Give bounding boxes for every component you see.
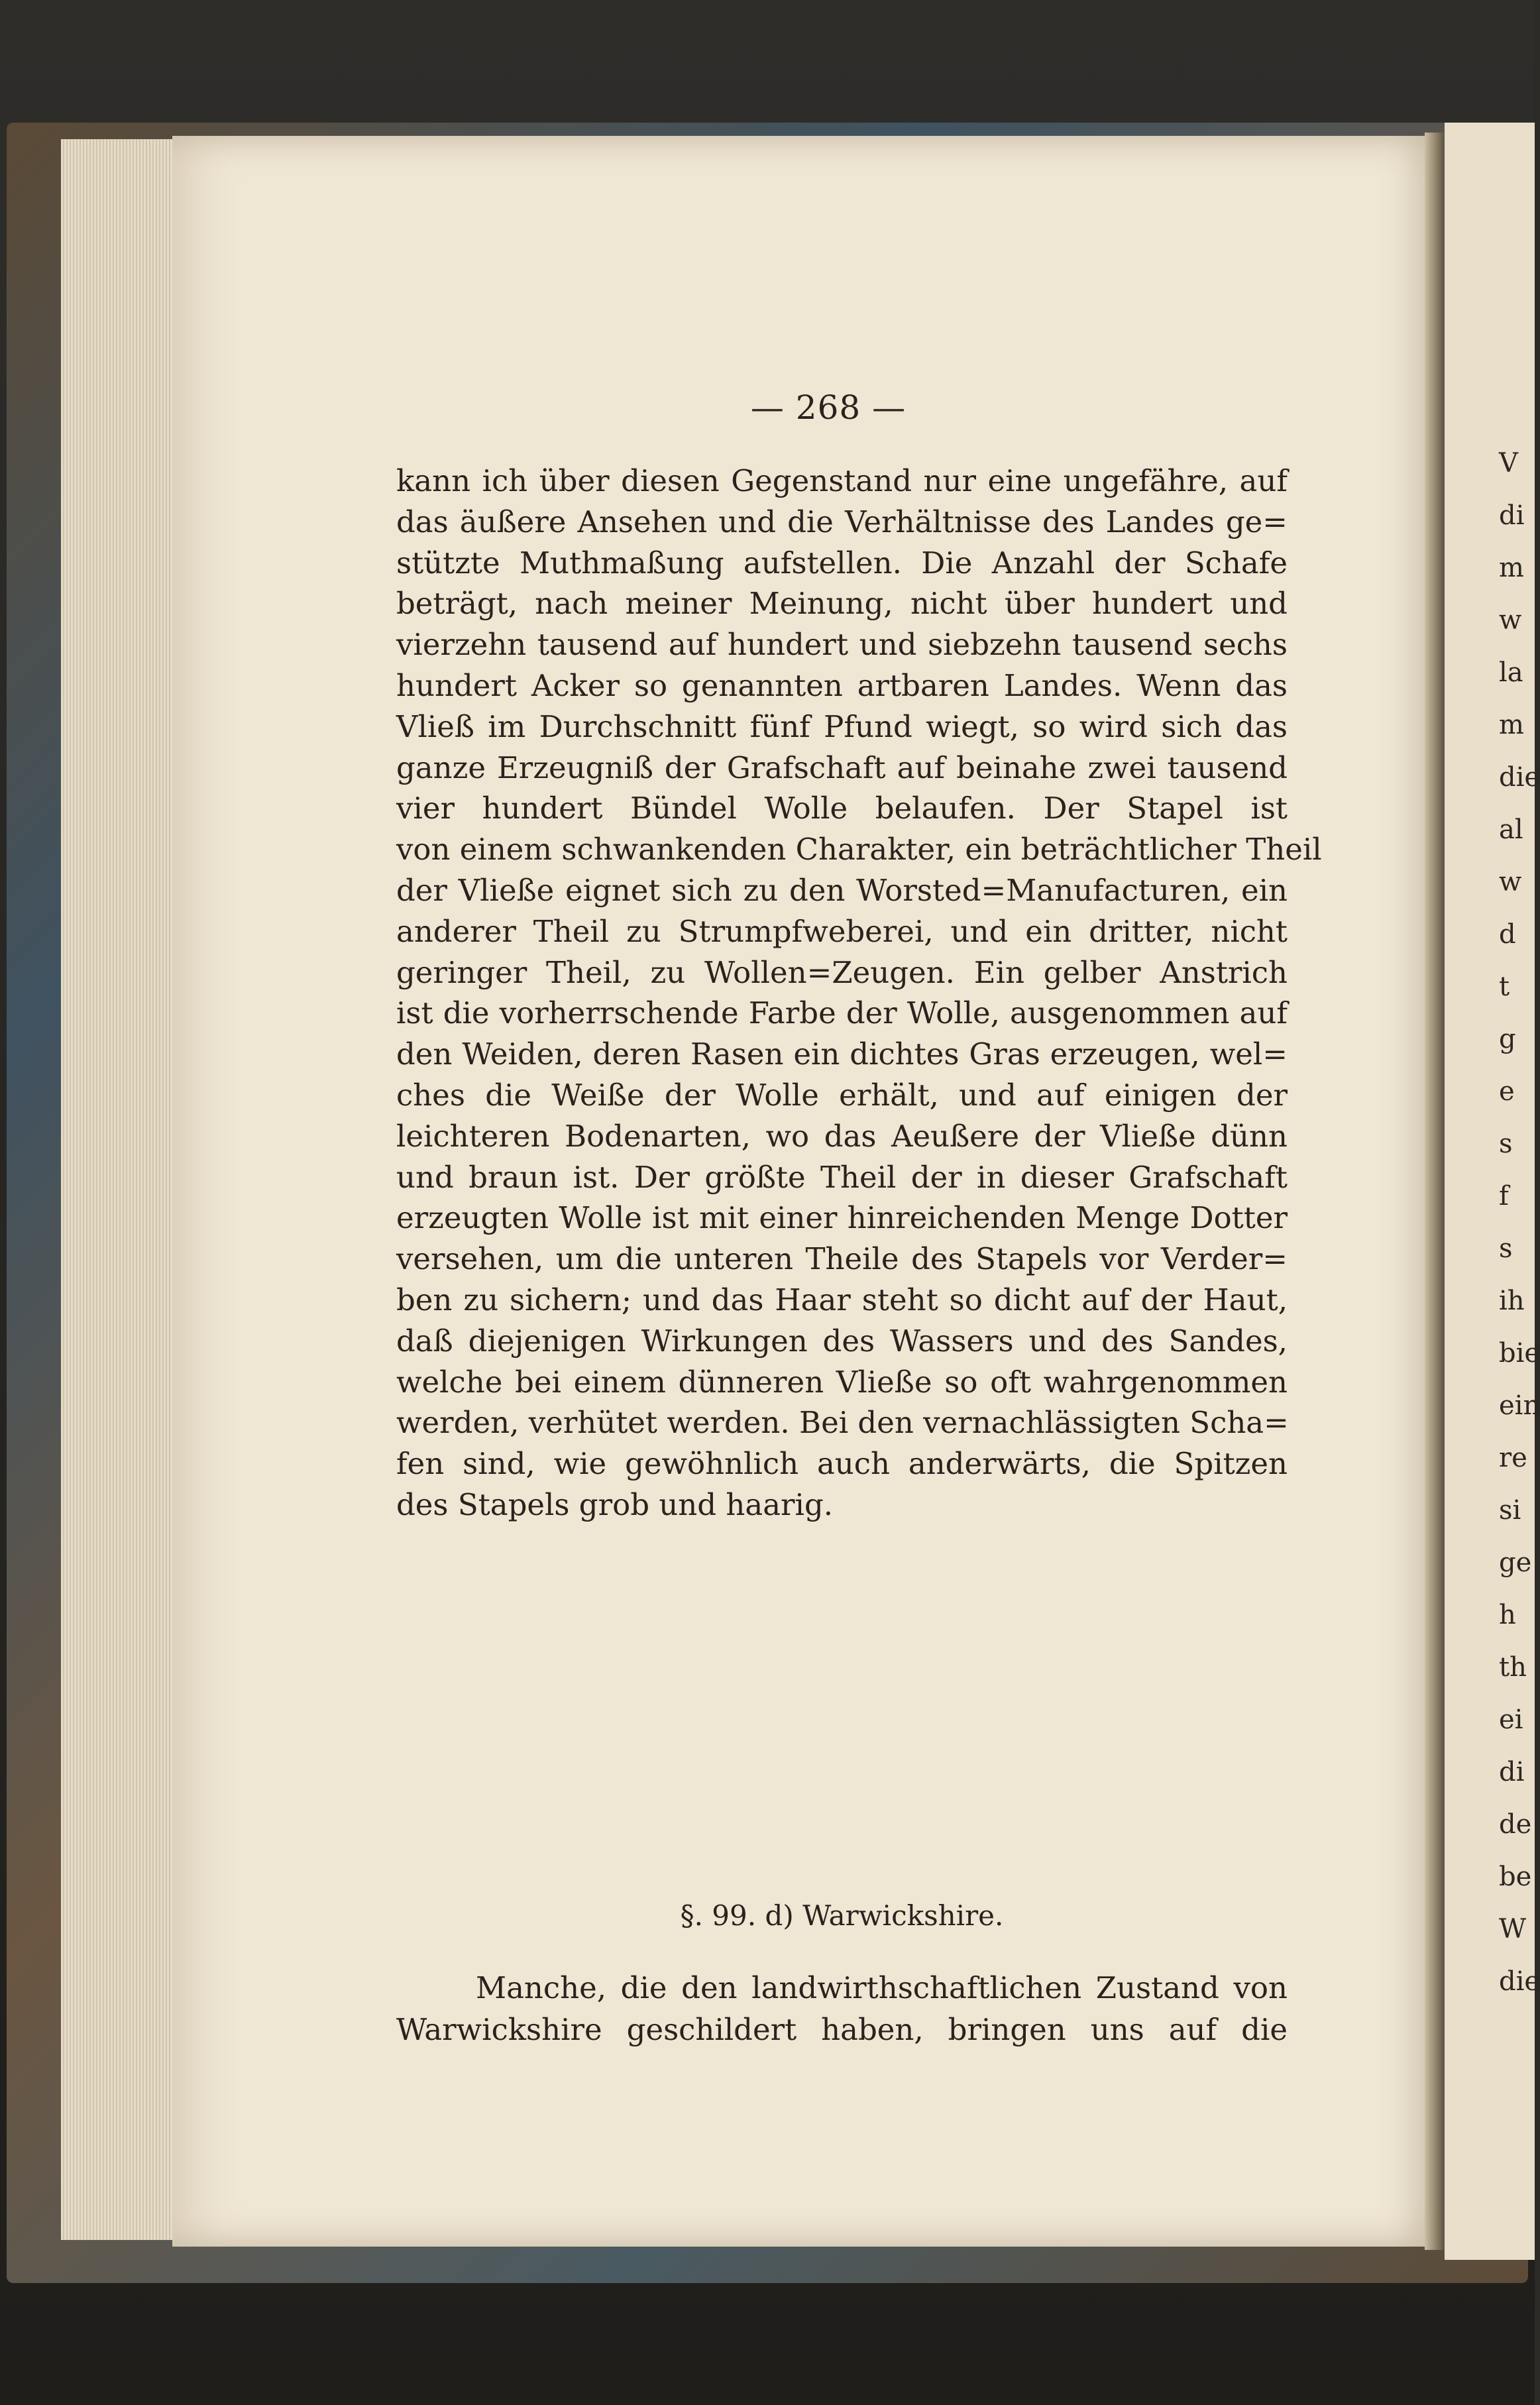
text-line: und braun ist. Der größte Theil der in dieser Grafschaft (396, 1159, 1288, 1195)
facing-page-fragments (1499, 437, 1540, 2008)
facing-page-fragment: si (1499, 1495, 1521, 1526)
facing-page-fragment: e (1499, 1076, 1515, 1107)
facing-page-fragment: th (1499, 1652, 1527, 1683)
facing-page-fragment: ei (1499, 1705, 1523, 1735)
text-line: fen sind, wie gewöhnlich auch anderwärts, die Spitzen (396, 1446, 1288, 1482)
text-line: beträgt, nach meiner Meinung, nicht über hundert und (396, 586, 1288, 622)
facing-page-fragment: die (1499, 762, 1540, 793)
page-number: — 268 — (750, 388, 907, 427)
facing-page-fragment: s (1499, 1129, 1513, 1159)
text-line: Manche, die den landwirthschaftlichen Zustand von (476, 1970, 1288, 2005)
facing-page-fragment: re (1499, 1443, 1527, 1473)
facing-page-fragment: di (1499, 500, 1525, 531)
facing-page-fragment: die (1499, 1966, 1540, 1997)
text-line: anderer Theil zu Strumpfweberei, und ein dritter, nicht (396, 913, 1288, 949)
text-line: vier hundert Bündel Wolle belaufen. Der Stapel ist (396, 791, 1288, 826)
facing-page-fragment: w (1499, 605, 1522, 636)
text-line: daß diejenigen Wirkungen des Wassers und des Sandes, (396, 1323, 1288, 1359)
text-line: stützte Muthmaßung aufstellen. Die Anzahl der Schafe (396, 545, 1288, 581)
facing-page-fragment: g (1499, 1024, 1516, 1054)
facing-page-fragment: m (1499, 553, 1524, 583)
facing-page-fragment: m (1499, 710, 1524, 740)
text-line: von einem schwankenden Charakter, ein beträchtlicher Theil (396, 832, 1322, 867)
facing-page-fragment: W (1499, 1914, 1527, 1944)
book-gutter (1425, 133, 1445, 2250)
text-line: kann ich über diesen Gegenstand nur eine ungefähre, auf (396, 463, 1288, 498)
text-line: hundert Acker so genannten artbaren Landes. Wenn das (396, 667, 1288, 703)
section-heading: §. 99. d) Warwickshire. (680, 1899, 1004, 1932)
text-line: ben zu sichern; und das Haar steht so dicht auf der Haut, (396, 1282, 1288, 1317)
text-line: Warwickshire geschildert haben, bringen uns auf die (396, 2012, 1288, 2047)
facing-page-fragment: be (1499, 1862, 1532, 1892)
facing-page-fragment: al (1499, 814, 1523, 845)
facing-page-fragment: f (1499, 1181, 1509, 1211)
facing-page-fragment: bie (1499, 1338, 1540, 1369)
facing-page-fragment: d (1499, 919, 1516, 950)
facing-page-fragment: la (1499, 657, 1523, 688)
text-line: ches die Weiße der Wolle erhält, und auf einigen der (396, 1077, 1288, 1113)
text-line: werden, verhütet werden. Bei den vernachlässigten Scha= (396, 1405, 1289, 1441)
facing-page-fragment: de (1499, 1809, 1532, 1840)
body-text (396, 461, 1322, 1526)
facing-page-fragment: di (1499, 1757, 1525, 1787)
text-line: welche bei einem dünneren Vließe so oft wahrgenommen (396, 1364, 1288, 1400)
facing-page-fragment: s (1499, 1233, 1513, 1264)
text-line: des Stapels grob und haarig. (396, 1486, 834, 1522)
facing-page-fragment: ein (1499, 1390, 1540, 1421)
text-line: ist die vorherrschende Farbe der Wolle, ausgenommen auf (396, 995, 1288, 1031)
text-line: Vließ im Durchschnitt fünf Pfund wiegt, so wird sich das (396, 708, 1288, 744)
section-body-text (396, 1967, 1288, 2050)
text-line: leichteren Bodenarten, wo das Aeußere der Vließe dünn (396, 1118, 1288, 1154)
text-line: der Vließe eignet sich zu den Worsted=Manufacturen, ein (396, 872, 1288, 908)
text-line: den Weiden, deren Rasen ein dichtes Gras erzeugen, wel= (396, 1036, 1288, 1072)
facing-page-fragment: V (1499, 448, 1518, 478)
text-line: geringer Theil, zu Wollen=Zeugen. Ein gelber Anstrich (396, 954, 1288, 990)
text-line: erzeugten Wolle ist mit einer hinreichenden Menge Dotter (396, 1200, 1288, 1236)
facing-page-fragment: w (1499, 867, 1522, 897)
facing-page-fragment: h (1499, 1600, 1516, 1630)
facing-page-fragment: ih (1499, 1286, 1525, 1316)
page-stack-edge (61, 139, 180, 2240)
text-line: versehen, um die unteren Theile des Stapels vor Verder= (396, 1241, 1288, 1277)
facing-page-fragment: t (1499, 972, 1510, 1002)
text-line: ganze Erzeugniß der Grafschaft auf beinahe zwei tausend (396, 750, 1288, 785)
text-line: das äußere Ansehen und die Verhältnisse des Landes ge= (396, 504, 1288, 539)
text-line: vierzehn tausend auf hundert und siebzehn tausend sechs (396, 627, 1288, 663)
facing-page-fragment: ge (1499, 1547, 1532, 1578)
